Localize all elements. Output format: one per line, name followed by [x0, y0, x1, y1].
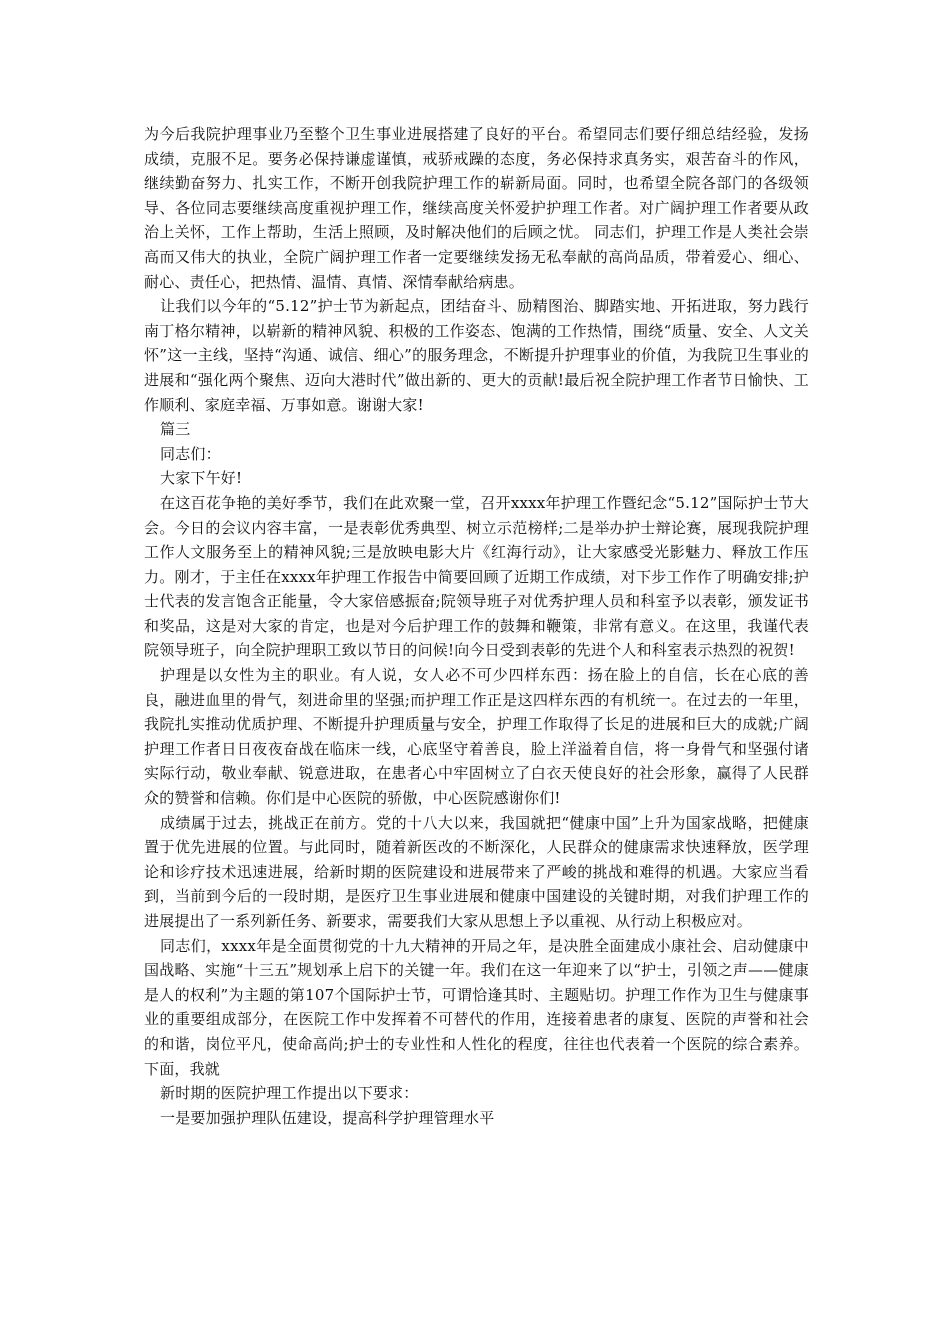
paragraph-2: 让我们以今年的“5.12”护士节为新起点，团结奋斗、励精图治、脚踏实地、开拓进取，努力践行南丁格尔精神，以崭新的精神风貌、积极的工作姿态、饱满的工作热情，围绕“质量、安全、人文关怀”这一主线，坚持“沟通、诚信、细心”的服务理念，不断提升护理事业的价值，为我院卫生事业的进展和“强化两个聚焦、迈向大港时代”做出新的、更大的贡献!最后祝全院护理工作者节日愉快、工作顺利、家庭幸福、万事如意。谢谢大家!: [144, 297, 809, 414]
paragraph-1: 为今后我院护理事业乃至整个卫生事业进展搭建了良好的平台。希望同志们要仔细总结经验，发扬成绩，克服不足。要务必保持谦虚谨慎，戒骄戒躁的态度，务必保持求真务实，艰苦奋斗的作风，继续勤奋努力、扎实工作，不断开创我院护理工作的崭新局面。同时，也希望全院各部门的各级领导、各位同志要继续高度重视护理工作，继续高度关怀爱护护理工作者。对广阔护理工作者要从政治上关怀，工作上帮助，生活上照顾，及时解决他们的后顾之忧。 同志们，护理工作是人类社会崇高而又伟大的执业，全院广阔护理工作者一定要继续发扬无私奉献的高尚品质，带着爱心、细心、耐心、责任心，把热情、温情、真情、深情奉献给病患。: [144, 125, 809, 291]
document-page: [144, 122, 809, 1130]
paragraph-11: 一是要加强护理队伍建设，提高科学护理管理水平: [160, 1108, 495, 1127]
salutation: 同志们：: [160, 444, 221, 463]
paragraph-8: 成绩属于过去，挑战正在前方。党的十八大以来，我国就把“健康中国”上升为国家战略，把健康置于优先进展的位置。与此同时，随着新医改的不断深化，人民群众的健康需求快速释放，医学理论和诊疗技术迅速进展，给新时期的医院建设和进展带来了严峻的挑战和难得的机遇。大家应当看到，当前到今后的一段时期，是医疗卫生事业进展和健康中国建设的关键时期，对我们护理工作的进展提出了一系列新任务、新要求，需要我们大家从思想上予以重视、从行动上积极应对。: [144, 813, 809, 930]
paragraph-7: 护理是以女性为主的职业。有人说，女人必不可少四样东西：扬在脸上的自信，长在心底的善良，融进血里的骨气，刻进命里的坚强;而护理工作正是这四样东西的有机统一。在过去的一年里，我院扎实推动优质护理、不断提升护理质量与安全，护理工作取得了长足的进展和巨大的成就;广阔护理工作者日日夜夜奋战在临床一线，心底坚守着善良，脸上洋溢着自信，将一身骨气和坚强付诸实际行动，敬业奉献、锐意进取，在患者心中牢固树立了白衣天使良好的社会形象，赢得了人民群众的赞誉和信赖。你们是中心医院的骄傲，中心医院感谢你们!: [144, 666, 809, 808]
greeting: 大家下午好!: [160, 469, 243, 488]
paragraph-9: 同志们，xxxx年是全面贯彻党的十九大精神的开局之年，是决胜全面建成小康社会、启动健康中国战略、实施“十三五”规划承上启下的关键一年。我们在这一年迎来了以“护士，引领之声——健康是人的权利”为主题的第107个国际护士节，可谓恰逢其时、主题贴切。护理工作作为卫生与健康事业的重要组成部分，在医院工作中发挥着不可替代的作用，连接着患者的康复、医院的声誉和社会的和谐，岗位平凡，使命高尚;护士的专业性和人性化的程度，往往也代表着一个医院的综合素养。下面，我就: [144, 936, 809, 1078]
paragraph-6: 在这百花争艳的美好季节，我们在此欢聚一堂，召开xxxx年护理工作暨纪念“5.12”国际护士节大会。今日的会议内容丰富，一是表彰优秀典型、树立示范榜样;二是举办护士辩论赛，展现我院护理工作人文服务至上的精神风貌;三是放映电影大片《红海行动》，让大家感受光影魅力、释放工作压力。刚才，于主任在xxxx年护理工作报告中简要回顾了近期工作成绩，对下步工作作了明确安排;护士代表的发言饱含正能量，令大家倍感振奋;院领导班子对优秀护理人员和科室予以表彰，颁发证书和奖品，这是对大家的肯定，也是对今后护理工作的鼓舞和鞭策，非常有意义。在这里，我谨代表院领导班子，向全院护理职工致以节日的问候!向今日受到表彰的先进个人和科室表示热烈的祝贺!: [144, 493, 809, 660]
section-heading: 篇三: [160, 420, 191, 439]
paragraph-10: 新时期的医院护理工作提出以下要求：: [160, 1084, 419, 1103]
